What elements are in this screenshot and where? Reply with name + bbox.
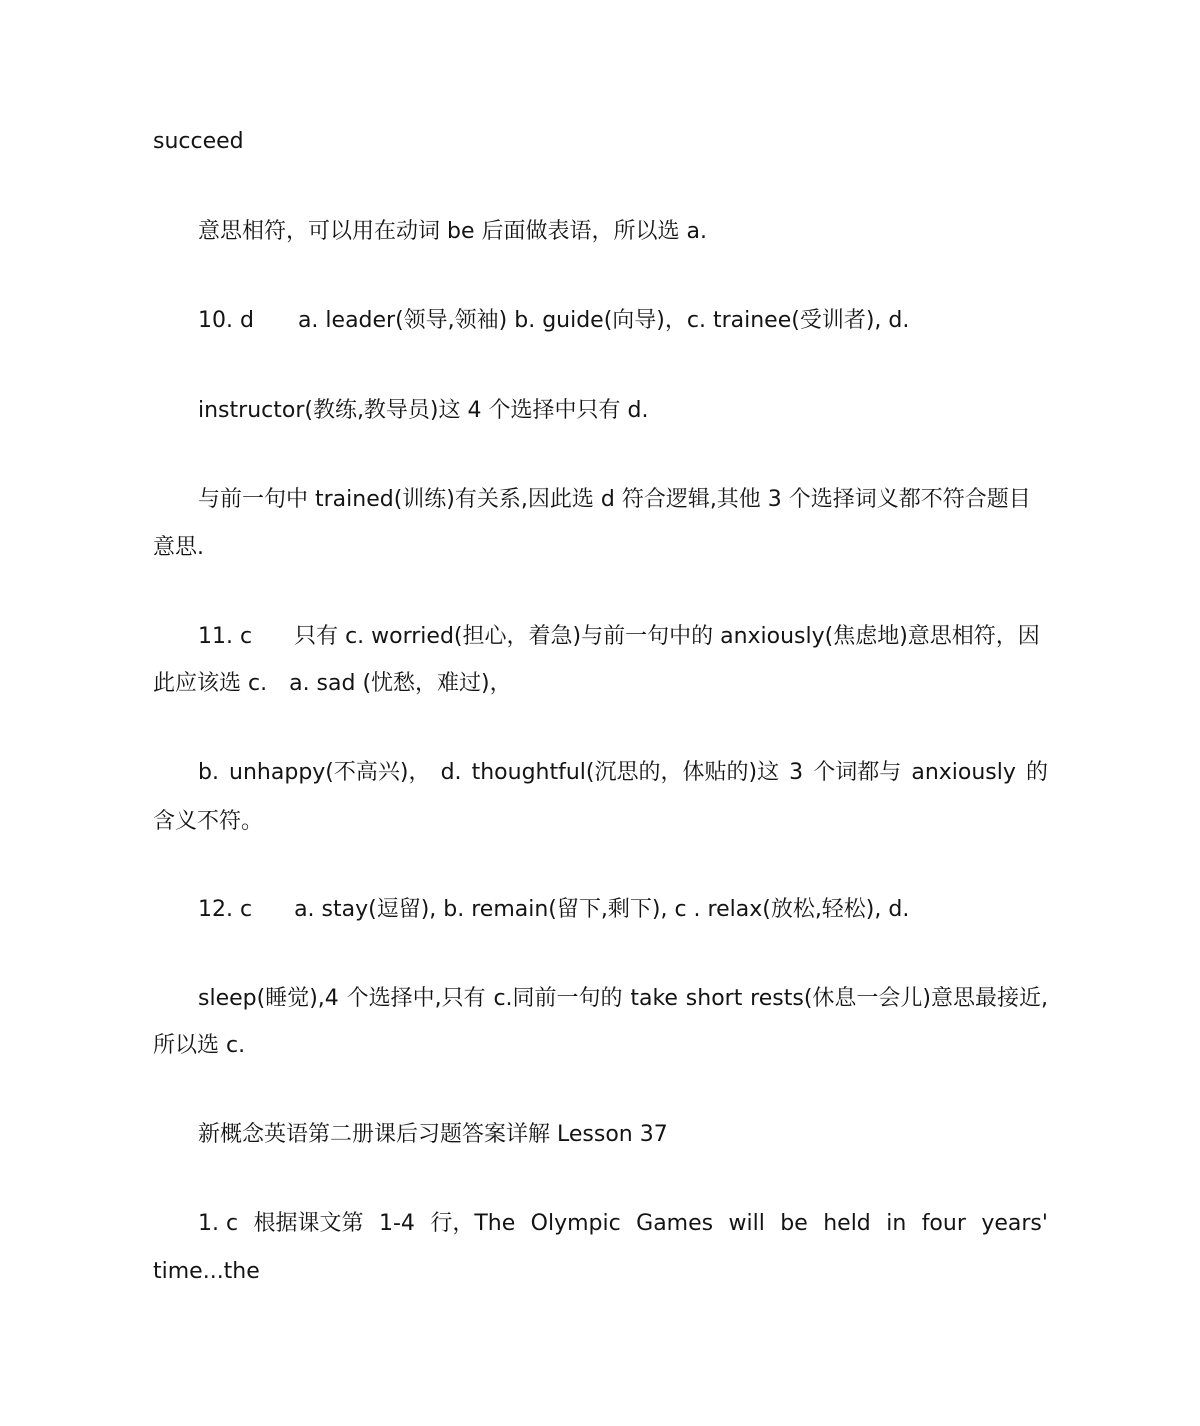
word: d. [440,760,462,785]
word: will [728,1211,765,1236]
answer-explanation: a. leader(领导,领袖) b. guide(向导)，c. trainee(受训者), d. [297,308,910,333]
word: unhappy(不高兴)， [229,760,431,785]
word: thoughtful(沉思的，体贴的)这 [471,760,780,785]
justified-line [198,984,1048,1014]
word: Games [636,1211,714,1236]
text-line: succeed [153,129,244,154]
answer-number: 1. c [198,1211,239,1236]
answer-10-line [198,306,909,336]
answer-12-line [198,895,909,925]
word: short [685,986,743,1011]
word: b. [198,760,219,785]
word: in [886,1211,907,1236]
answer-number: 11. c [198,624,253,649]
word: rests(休息一会儿)意思最接近, [750,986,1048,1011]
word: 1-4 [378,1211,415,1236]
answer-1-line [198,1209,1048,1239]
word: 个词都与 [813,760,902,785]
answer-explanation: a. stay(逗留), b. remain(留下,剩下), c . relax(放松,轻松), d. [294,897,910,922]
word: sleep(睡觉),4 [198,986,339,1011]
word: anxiously [911,760,1016,785]
word: 个选择中,只有 [346,986,486,1011]
word: 3 [789,760,804,785]
justified-line [198,758,1048,788]
word: be [780,1211,808,1236]
word: four [921,1211,966,1236]
text-line: 意思相符，可以用在动词 be 后面做表语，所以选 a. [198,219,707,244]
text-line: instructor(教练,教导员)这 4 个选择中只有 d. [198,398,649,423]
answer-explanation: 只有 c. worried(担心，着急)与前一句中的 anxiously(焦虑地)意思相符，因 [294,624,1040,649]
text-line: time...the [153,1259,260,1284]
answer-number: 10. d [198,308,254,333]
word: c.同前一句的 [493,986,623,1011]
section-heading: 新概念英语第二册课后习题答案详解 Lesson 37 [198,1122,668,1147]
text-line: 意思. [153,535,204,560]
word: 的 [1025,760,1048,785]
word: Olympic [530,1211,621,1236]
text-line: 所以选 c. [153,1033,246,1058]
word: take [630,986,678,1011]
word: held [823,1211,871,1236]
text-line: 与前一句中 trained(训练)有关系,因此选 d 符合逻辑,其他 3 个选择词义都不符合题目 [198,487,1031,512]
word: years' [981,1211,1048,1236]
text-line: 含义不符。 [153,809,264,834]
word: 根据课文第 [253,1211,364,1236]
word: 行，The [430,1211,516,1236]
text-line: 此应该选 c. a. sad (忧愁，难过)， [153,671,512,696]
answer-11-line [198,622,1040,652]
answer-number: 12. c [198,897,253,922]
